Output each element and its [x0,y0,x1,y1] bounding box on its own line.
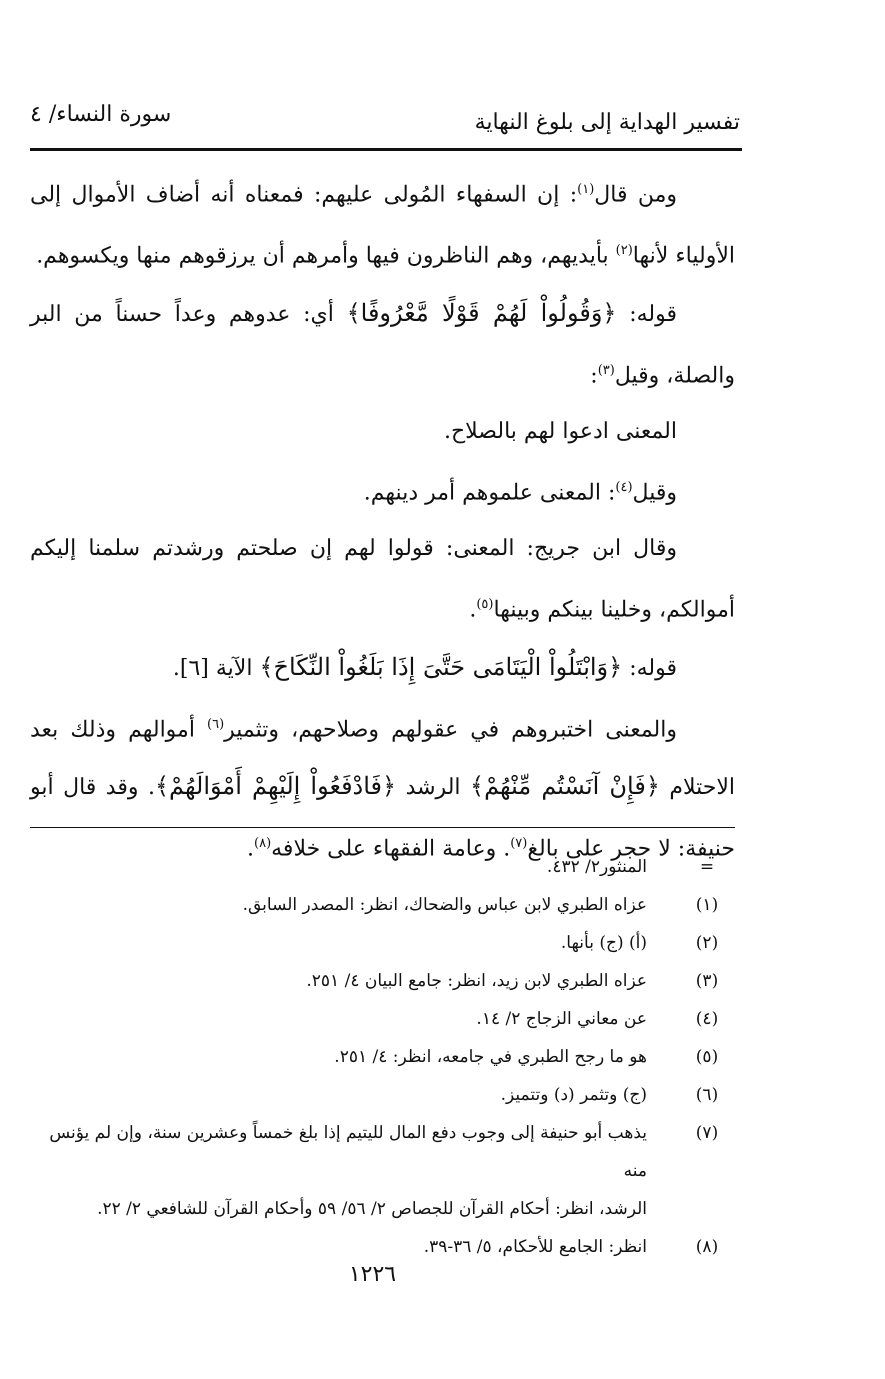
running-header [30,100,740,140]
footnote-ref-1: (١) [577,182,595,197]
continuation-mark: = [699,857,715,877]
surah-label: سورة النساء/ ٤ [30,102,172,127]
book-title: تفسير الهداية إلى بلوغ النهاية [474,110,740,135]
footnote-divider [30,827,735,828]
text: قوله: [622,655,677,681]
paragraph-4 [30,521,735,638]
text: بأيديهم، وهم الناظرون فيها وأمرهم أن يرزقوهم منها ويكسوهم. [36,243,616,269]
paragraph-1 [30,162,735,285]
footnote-text: (ج) وتثمر (د) وتتميز. [500,1085,647,1105]
footnote-ref-4: (٤) [615,479,633,495]
footnote-number: (١) [695,895,719,915]
page-number: ١٢٢٦ [348,1262,397,1287]
footnote-8 [30,1228,735,1266]
text: أي: عدوهم وعداً حسناً من البر والصلة، وقيل [30,301,735,388]
paragraph-2 [30,285,735,460]
text: المعنى ادعوا لهم بالصلاح. [443,418,677,444]
paragraph-3 [30,460,735,521]
footnote-ref-7: (٧) [510,835,528,851]
text: وقال ابن جريج: المعنى: قولوا لهم إن صلحتم ورشدتم سلمنا إليكم أموالكم، [30,536,735,623]
text: الرشد [396,774,470,800]
footnote-3 [30,962,735,1000]
footnote-continuation [30,848,735,886]
footnote-ref-8: (٨) [254,835,272,851]
footnote-text: يذهب أبو حنيفة إلى وجوب دفع المال لليتيم إذا بلغ خمساً وعشرين سنة، وإن لم يؤنس منه [49,1123,647,1181]
footnote-6 [30,1076,735,1114]
footnote-7 [30,1114,735,1190]
paragraph-5 [30,639,735,697]
footnote-2 [30,924,735,962]
quran-verse: ﴿وَابْتَلُواْ الْيَتَامَى حَتَّىَ إِذَا بَلَغُواْ النِّكَاحَ﴾ [259,652,623,681]
footnote-number: (٥) [695,1047,719,1067]
footnote-text: انظر: الجامع للأحكام، ٥/ ٣٦-٣٩. [423,1237,647,1257]
main-text [30,162,735,877]
text: ومن قال [594,182,678,208]
footnote-text: عزاه الطبري لابن عباس والضحاك، انظر: المصدر السابق. [242,895,647,915]
quran-verse: ﴿فَإِنْ آنَسْتُم مِّنْهُمْ﴾ [470,771,660,800]
text: : المعنى علموهم أمر دينهم. [363,480,616,506]
footnote-number: (٧) [695,1123,719,1143]
text: أموالهم وذلك بعد [30,716,208,742]
quran-verse: ﴿فَادْفَعُواْ إِلَيْهِمْ أَمْوَالَهُمْ﴾ [154,771,397,800]
text: . وعامة الفقهاء على خلافه [271,836,511,862]
text: قوله: [616,301,677,327]
footnote-text: المنثور٢/ ٤٣٢. [546,857,647,877]
footnote-ref-6: (٦) [207,716,225,732]
footnote-4 [30,1000,735,1038]
text: الآية [٦]. [172,655,260,681]
text: الاحتلام [659,774,736,800]
footnote-text: عزاه الطبري لابن زيد، انظر: جامع البيان ٤/ ٢٥١. [306,971,647,991]
footnote-text: هو ما رجح الطبري في جامعه، انظر: ٤/ ٢٥١. [334,1047,647,1067]
footnote-number: (٦) [695,1085,719,1105]
footnote-text: الرشد، انظر: أحكام القرآن للجصاص ٢/ ٥٦/ ٥٩ وأحكام القرآن للشافعي ٢/ ٢٢. [97,1199,647,1219]
footnote-number: (٢) [695,933,719,953]
quran-verse: ﴿وَقُولُواْ لَهُمْ قَوْلًا مَّعْرُوفًا﴾ [346,298,617,327]
text: والمعنى اختبروهم في عقولهم وصلاحهم، وتثمير [224,716,677,742]
text: وقيل [632,480,677,506]
footnote-1 [30,886,735,924]
text: . وقد قال أبو حنيفة: لا حجر [30,774,735,862]
text: : إن السفهاء المُولى عليهم: فمعناه أنه أضاف الأموال إلى الأولياء [30,182,735,269]
footnote-ref-2: (٢) [615,243,633,259]
footnotes [30,848,735,1266]
text: لأنها [632,243,669,269]
footnote-number: (٨) [695,1237,719,1257]
text: وخلينا بينكم وبينها [493,597,653,623]
footnote-ref-3: (٣) [597,362,615,378]
footnote-ref-5: (٥) [476,597,494,613]
footnote-number: (٤) [695,1009,719,1029]
footnote-number: (٣) [695,971,719,991]
text: على بالغ [527,836,605,862]
text: . [469,597,477,623]
header-divider [30,148,742,151]
footnote-text: (أ) (ج) بأنها. [560,933,647,953]
footnote-text: عن معاني الزجاج ٢/ ١٤. [476,1009,647,1029]
footnote-7-continued [30,1190,735,1228]
text: : [590,362,598,388]
footnote-5 [30,1038,735,1076]
text: . [247,836,254,862]
